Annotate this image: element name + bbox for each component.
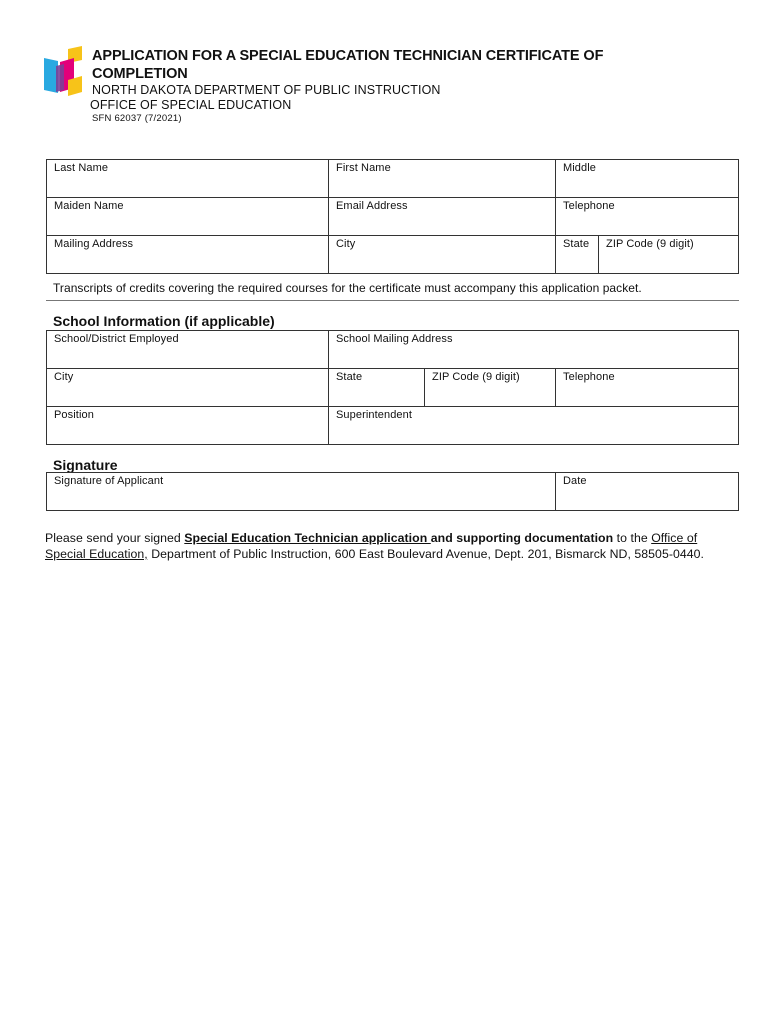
middle-name-label: Middle [563,162,597,174]
office-name: OFFICE OF SPECIAL EDUCATION [90,98,292,112]
first-name-field[interactable] [329,160,556,198]
form-title: APPLICATION FOR A SPECIAL EDUCATION TECHNICIAN CERTIFICATE OF COMPLETION [92,48,604,82]
state-label: State [563,238,590,250]
superintendent-label: Superintendent [336,409,413,421]
zip-label: ZIP Code (9 digit) [606,238,694,250]
application-link[interactable]: Special Education Technician application [184,531,431,545]
last-name-field[interactable] [47,160,329,198]
maiden-name-field[interactable] [47,198,329,236]
school-telephone-label: Telephone [563,371,615,383]
transcripts-note: Transcripts of credits covering the required courses for the certificate must accompany this application packet. [53,281,642,295]
school-mailing-address-label: School Mailing Address [336,333,453,345]
school-city-field[interactable] [47,369,329,407]
middle-name-field[interactable] [556,160,738,198]
divider [46,300,739,301]
applicant-info-table [46,159,739,274]
applicant-signature-field[interactable] [47,473,556,510]
applicant-signature-label: Signature of Applicant [54,475,164,487]
instructions-text-2: to the [613,531,652,545]
school-info-table [46,330,739,445]
state-field[interactable] [556,236,599,273]
office-link[interactable]: Office of Special Education, [45,531,698,561]
date-label: Date [563,475,587,487]
email-field[interactable] [329,198,556,236]
zip-field[interactable] [599,236,738,273]
school-district-field[interactable] [47,331,329,369]
department-name: NORTH DAKOTA DEPARTMENT OF PUBLIC INSTRUCTION [92,83,441,97]
school-district-label: School/District Employed [54,333,179,345]
submission-instructions [45,530,735,562]
city-field[interactable] [329,236,556,273]
date-field[interactable] [556,473,738,510]
maiden-name-label: Maiden Name [54,200,124,212]
school-zip-label: ZIP Code (9 digit) [432,371,520,383]
telephone-field[interactable] [556,198,738,236]
mailing-address-label: Mailing Address [54,238,134,250]
form-number: SFN 62037 (7/2021) [92,113,182,124]
school-state-field[interactable] [329,369,425,407]
school-mailing-address-field[interactable] [329,331,738,369]
signature-table [46,472,739,511]
city-label: City [336,238,356,250]
school-zip-field[interactable] [425,369,556,407]
school-state-label: State [336,371,363,383]
address-text: Department of Public Instruction, 600 East Boulevard Avenue, Dept. 201, Bismarck ND, 58505-0440. [147,547,705,561]
school-city-label: City [54,371,74,383]
supporting-docs-text: and supporting documentation [430,531,614,545]
position-label: Position [54,409,94,421]
instructions-text: Please send your signed [45,531,185,545]
position-field[interactable] [47,407,329,444]
signature-section-heading: Signature [53,457,118,473]
first-name-label: First Name [336,162,391,174]
school-telephone-field[interactable] [556,369,738,407]
telephone-label: Telephone [563,200,615,212]
school-section-heading: School Information (if applicable) [53,313,275,329]
superintendent-field[interactable] [329,407,738,444]
mailing-address-field[interactable] [47,236,329,273]
last-name-label: Last Name [54,162,109,174]
ndpi-logo [44,46,84,96]
email-label: Email Address [336,200,408,212]
